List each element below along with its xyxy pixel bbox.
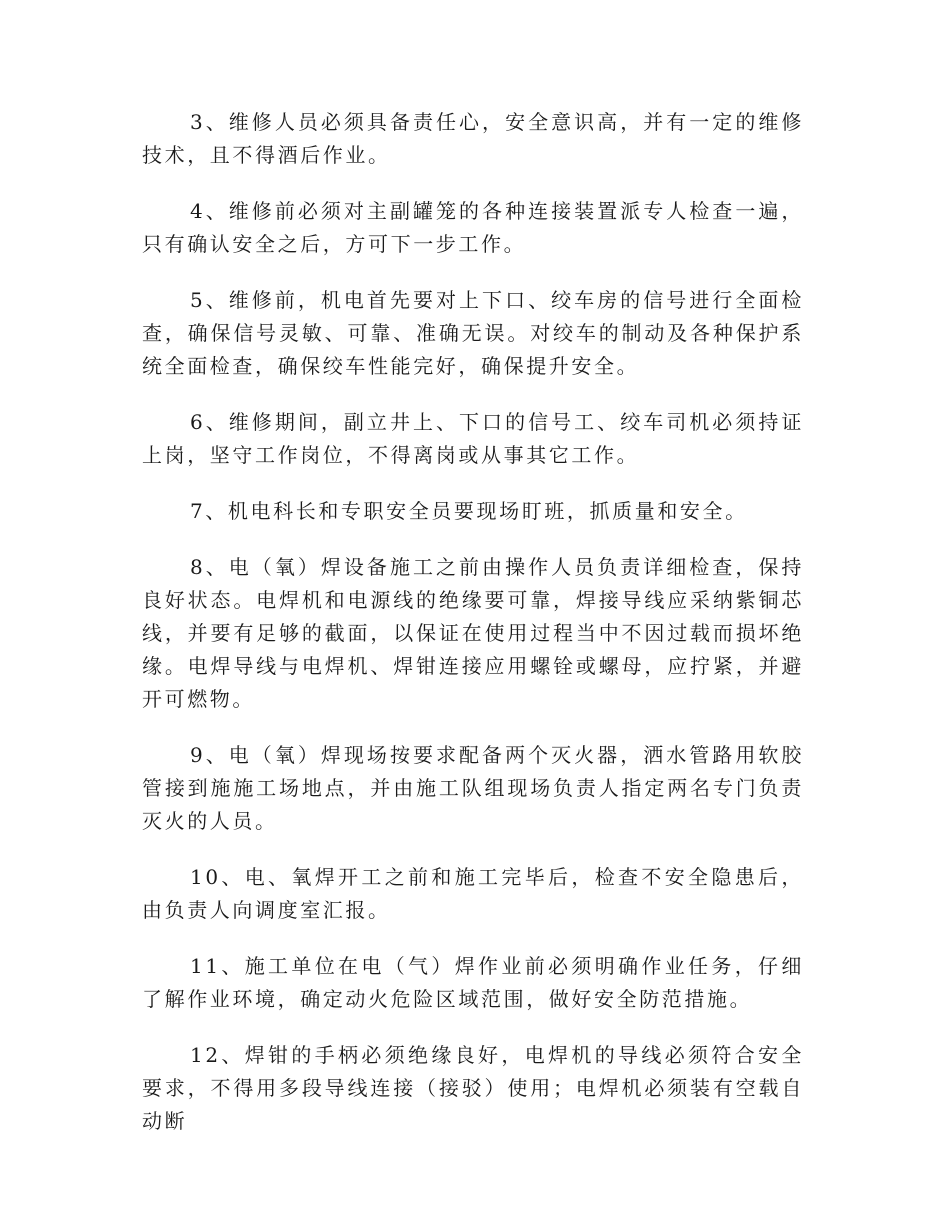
paragraph-item-9: 9、电（氧）焊现场按要求配备两个灭火器，洒水管路用软胶管接到施施工场地点，并由施工队组现场负责人指定两名专门负责灭火的人员。 xyxy=(142,743,804,833)
paragraph-item-11: 11、施工单位在电（气）焊作业前必须明确作业任务，仔细了解作业环境，确定动火危险区域范围，做好安全防范措施。 xyxy=(142,954,804,1011)
paragraph-item-7: 7、机电科长和专职安全员要现场盯班，抓质量和安全。 xyxy=(190,499,748,523)
paragraph-item-4: 4、维修前必须对主副罐笼的各种连接装置派专人检查一遍，只有确认安全之后，方可下一步工作。 xyxy=(142,199,804,256)
paragraph-item-5: 5、维修前，机电首先要对上下口、绞车房的信号进行全面检查，确保信号灵敏、可靠、准确无误。对绞车的制动及各种保护系统全面检查，确保绞车性能完好，确保提升安全。 xyxy=(142,288,804,378)
paragraph-item-10: 10、电、氧焊开工之前和施工完毕后，检查不安全隐患后，由负责人向调度室汇报。 xyxy=(142,865,804,922)
paragraph-item-3: 3、维修人员必须具备责任心，安全意识高，并有一定的维修技术，且不得酒后作业。 xyxy=(142,110,804,167)
paragraph-item-8: 8、电（氧）焊设备施工之前由操作人员负责详细检查，保持良好状态。电焊机和电源线的绝缘要可靠，焊接导线应采纳紫铜芯线，并要有足够的截面，以保证在使用过程当中不因过载而损坏绝缘。电焊导线与电焊机、焊钳连接应用螺铨或螺母，应拧紧，并避开可燃物。 xyxy=(142,555,804,711)
paragraph-item-6: 6、维修期间，副立井上、下口的信号工、绞车司机必须持证上岗，坚守工作岗位，不得离岗或从事其它工作。 xyxy=(142,410,804,467)
paragraph-item-12: 12、焊钳的手柄必须绝缘良好，电焊机的导线必须符合安全要求，不得用多段导线连接（接驳）使用；电焊机必须装有空载自动断 xyxy=(142,1043,804,1133)
